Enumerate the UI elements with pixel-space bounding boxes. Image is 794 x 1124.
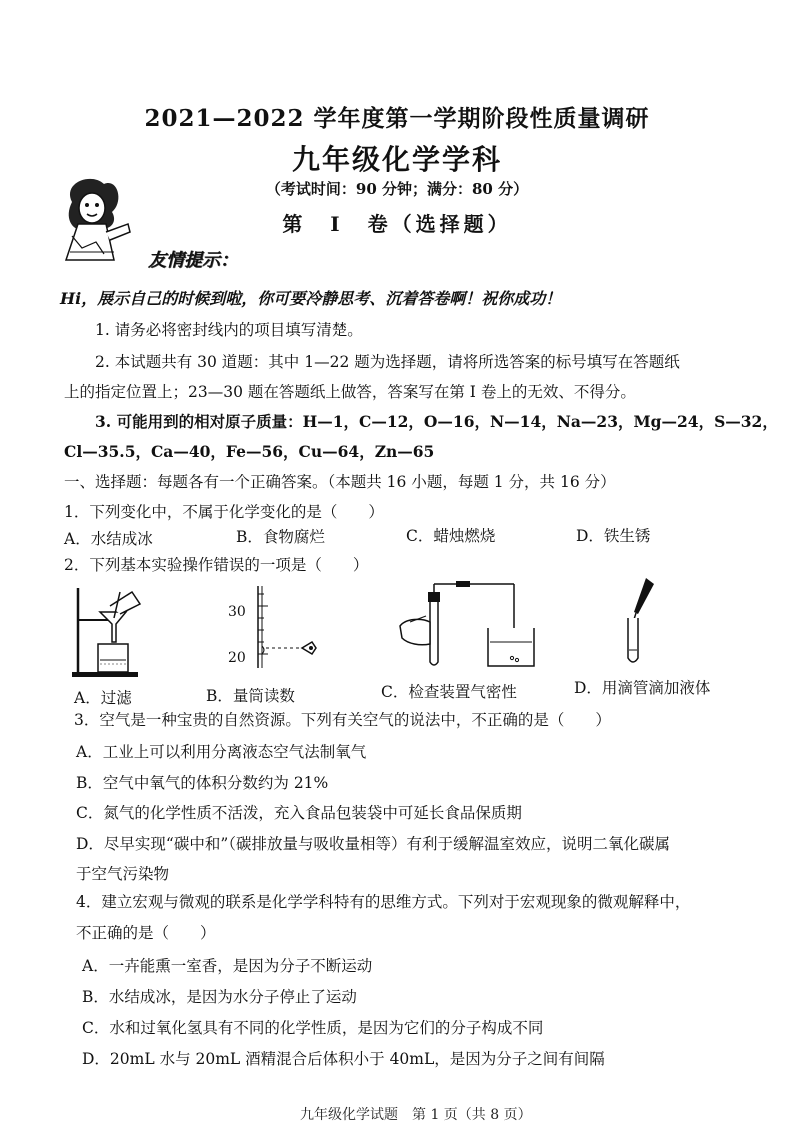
q4-stem-line-1: 4．建立宏观与微观的联系是化学学科特有的思维方式。下列对于宏观现象的微观解释中， (76, 893, 691, 911)
mascot-girl-icon (52, 172, 136, 264)
notice-3-line-2: Cl—35.5，Ca—40，Fe—56，Cu—64，Zn—65 (64, 442, 435, 461)
q1-option-b: B．食物腐烂 (236, 528, 325, 546)
filtration-apparatus-icon (70, 584, 150, 680)
q3-option-d-line-2: 于空气污染物 (76, 865, 170, 883)
q2-stem: 2．下列基本实验操作错误的一项是（ ） (64, 556, 369, 574)
cylinder-mark-30: 30 (228, 604, 246, 620)
dropper-test-tube-icon (620, 574, 660, 666)
cylinder-mark-20: 20 (228, 650, 246, 666)
notice-3-line-1: 3. 可能用到的相对原子质量：H—1，C—12，O—16，N—14，Na—23，Mg—24，S—32， (95, 412, 778, 431)
q4-option-a: A．一卉能熏一室香，是因为分子不断运动 (82, 957, 373, 975)
section-1-heading: 一、选择题：每题各有一个正确答案。（本题共 16 小题，每题 1 分，共 16 分） (64, 473, 616, 491)
q3-option-c: C．氮气的化学性质不活泼，充入食品包装袋中可延长食品保质期 (76, 804, 522, 822)
q4-option-d: D．20mL 水与 20mL 酒精混合后体积小于 40mL，是因为分子之间有间隔 (82, 1050, 605, 1068)
q2-option-d: D．用滴管滴加液体 (574, 679, 711, 697)
q3-option-b: B．空气中氧气的体积分数约为 21% (76, 774, 329, 792)
motto-line: Hi，展示自己的时候到啦，你可要冷静思考、沉着答卷啊！祝你成功！ (60, 289, 562, 308)
exam-subject: 九年级化学学科 (291, 143, 502, 176)
q1-option-a: A．水结成冰 (64, 530, 153, 548)
q4-stem-line-2: 不正确的是（ ） (76, 924, 216, 942)
q3-option-d-line-1: D．尽早实现“碳中和”（碳排放量与吸收量相等）有利于缓解温室效应，说明二氧化碳属 (76, 835, 671, 853)
notice-2-line-1: 2. 本试题共有 30 道题：其中 1—22 题为选择题，请将所选答案的标号填写在答题纸 (95, 353, 680, 371)
volume-title: 第 I 卷（选择题） (282, 212, 512, 236)
q1-option-d: D．铁生锈 (576, 527, 651, 545)
friendly-tip-label: 友情提示： (148, 250, 238, 271)
q2-option-b: B．量筒读数 (206, 687, 295, 705)
page-footer: 九年级化学试题 第 1 页（共 8 页） (300, 1107, 532, 1123)
q1-option-c: C．蜡烛燃烧 (406, 527, 496, 545)
notice-2-line-2: 上的指定位置上；23—30 题在答题纸上做答，答案写在第 I 卷上的无效、不得分。 (64, 383, 636, 401)
exam-info: （考试时间：90 分钟；满分：80 分） (265, 180, 529, 198)
q3-option-a: A．工业上可以利用分离液态空气法制氧气 (76, 743, 367, 761)
q2-option-c: C．检查装置气密性 (381, 683, 517, 701)
q4-option-c: C．水和过氧化氢具有不同的化学性质，是因为它们的分子构成不同 (82, 1019, 544, 1037)
q3-stem: 3．空气是一种宝贵的自然资源。下列有关空气的说法中，不正确的是（ ） (74, 711, 611, 729)
exam-title: 2021—2022 学年度第一学期阶段性质量调研 (144, 105, 650, 132)
q1-stem: 1．下列变化中，不属于化学变化的是（ ） (64, 503, 384, 521)
airtightness-check-icon (396, 578, 546, 670)
notice-1: 1. 请务必将密封线内的项目填写清楚。 (95, 321, 363, 339)
q2-option-a: A．过滤 (74, 689, 132, 707)
q4-option-b: B．水结成冰，是因为水分子停止了运动 (82, 988, 357, 1006)
